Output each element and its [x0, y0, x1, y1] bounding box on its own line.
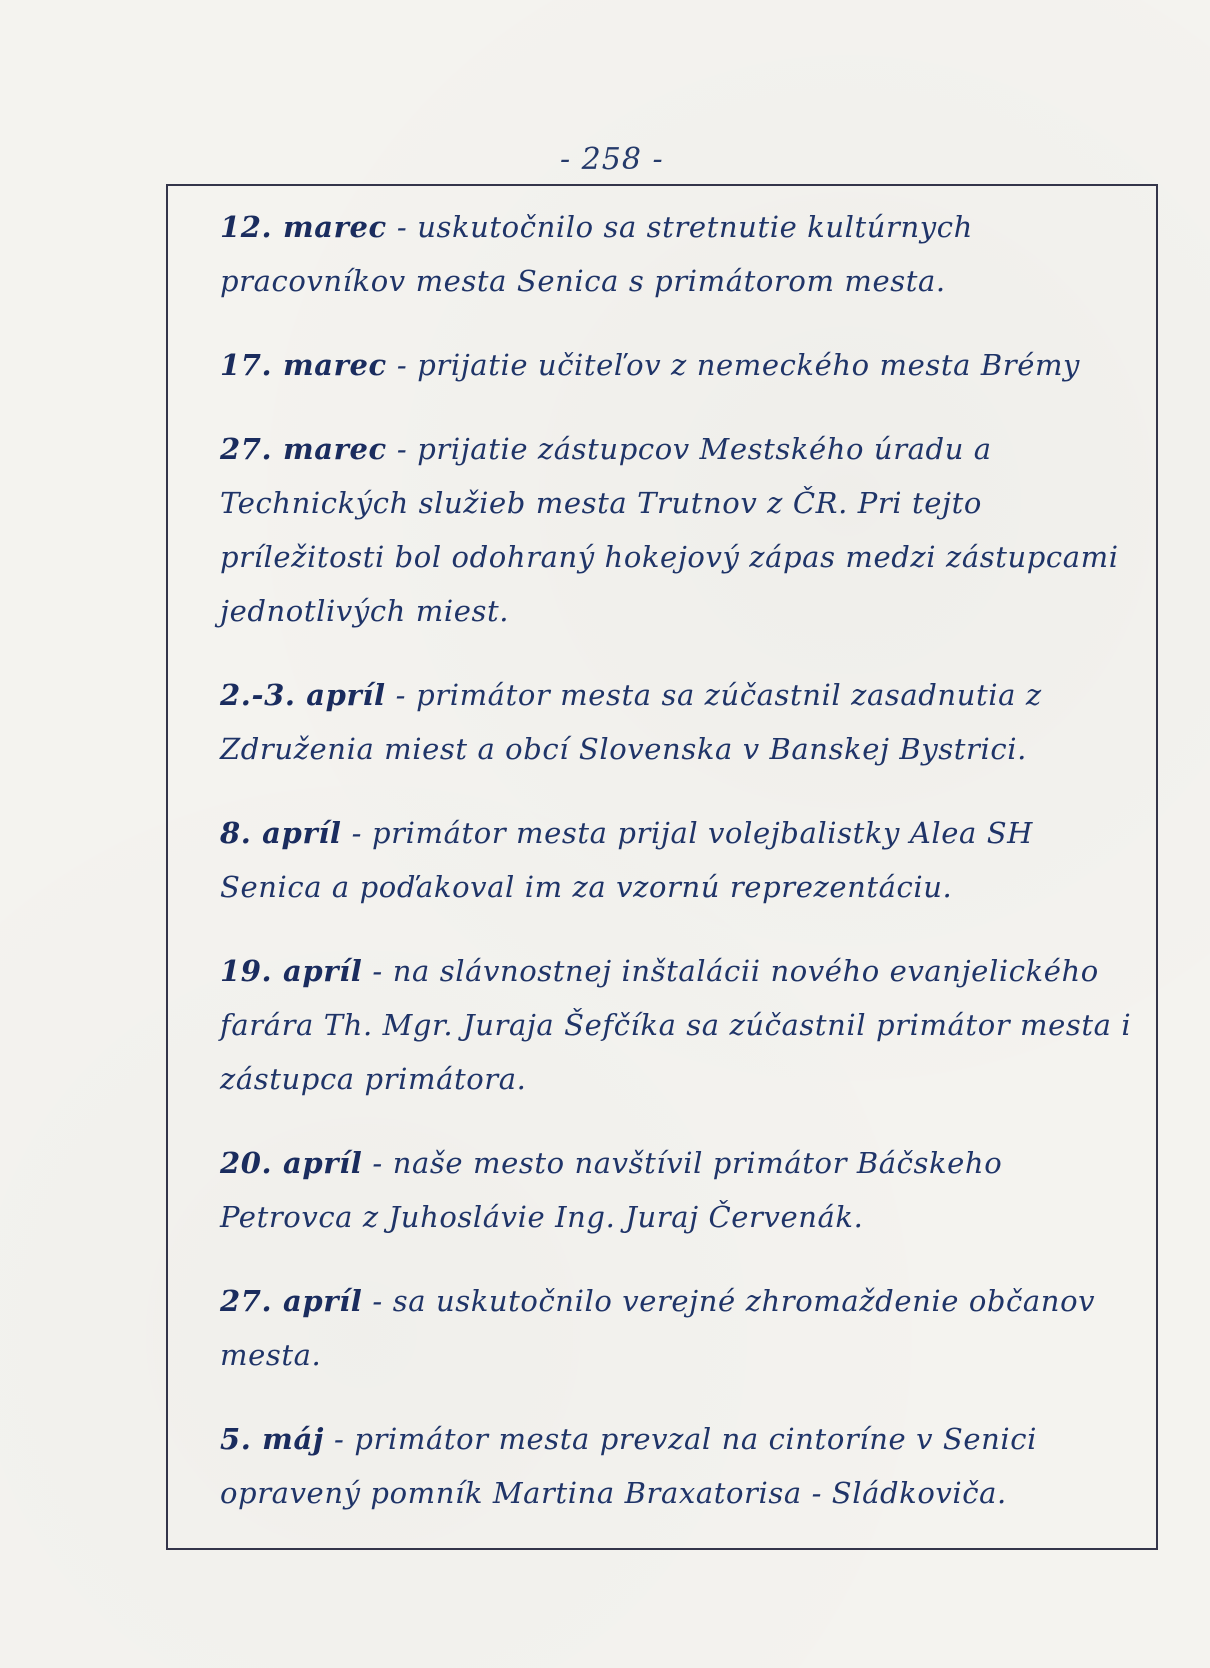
entry-text: naše mesto navštívil primátor Báčskeho Petrovca z Juhoslávie Ing. Juraj Červenák. [220, 1146, 1003, 1234]
entry-date: 20. apríl [220, 1146, 363, 1180]
entry-text: primátor mesta sa zúčastnil zasadnutia z Združenia miest a obcí Slovenska v Banskej Bystrici. [220, 678, 1042, 766]
entry-date: 12. marec [220, 210, 387, 244]
chronicle-entry [220, 1274, 1140, 1382]
entry-date: 8. apríl [220, 816, 342, 850]
entry-date: 27. apríl [220, 1284, 363, 1318]
chronicle-entry [220, 944, 1140, 1106]
chronicle-entry [220, 1412, 1140, 1520]
entry-text: primátor mesta prijal volejbalistky Alea SH Senica a poďakoval im za vzornú reprezentáciu. [220, 816, 1034, 904]
entry-text: primátor mesta prevzal na cintoríne v Senici opravený pomník Martina Braxatorisa - Sládkoviča. [220, 1422, 1037, 1510]
entry-dash: - [395, 678, 407, 712]
entry-dash: - [333, 1422, 345, 1456]
chronicle-entry [220, 338, 1140, 392]
entry-dash: - [372, 1284, 383, 1318]
entry-dash: - [372, 954, 383, 988]
entry-dash: - [396, 210, 408, 244]
chronicle-entry [220, 200, 1140, 308]
entry-text: prijatie zástupcov Mestského úradu a Technických služieb mesta Trutnov z ČR. Pri tejto príležitosti bol odohraný hokejový zápas medzi zástupcami jednotlivých miest. [220, 432, 1119, 628]
entry-dash: - [372, 1146, 383, 1180]
entry-text: prijatie učiteľov z nemeckého mesta Brémy [417, 348, 1081, 382]
entry-text: uskutočnilo sa stretnutie kultúrnych pracovníkov mesta Senica s primátorom mesta. [220, 210, 973, 298]
entry-date: 17. marec [220, 348, 387, 382]
entry-date: 2.-3. apríl [220, 678, 386, 712]
entry-text: sa uskutočnilo verejné zhromaždenie občanov mesta. [220, 1284, 1096, 1372]
entry-date: 5. máj [220, 1422, 324, 1456]
chronicle-entries [220, 200, 1140, 1550]
chronicle-entry [220, 806, 1140, 914]
entry-date: 19. apríl [220, 954, 363, 988]
entry-date: 27. marec [220, 432, 387, 466]
chronicle-entry [220, 1136, 1140, 1244]
chronicle-entry [220, 422, 1140, 638]
chronicle-entry [220, 668, 1140, 776]
entry-dash: - [396, 432, 408, 466]
entry-text: na slávnostnej inštalácii nového evanjelického farára Th. Mgr. Juraja Šefčíka sa zúčastnil primátor mesta i zástupca primátora. [220, 954, 1132, 1096]
entry-dash: - [351, 816, 362, 850]
page-number: - 258 - [560, 142, 664, 177]
entry-dash: - [396, 348, 408, 382]
